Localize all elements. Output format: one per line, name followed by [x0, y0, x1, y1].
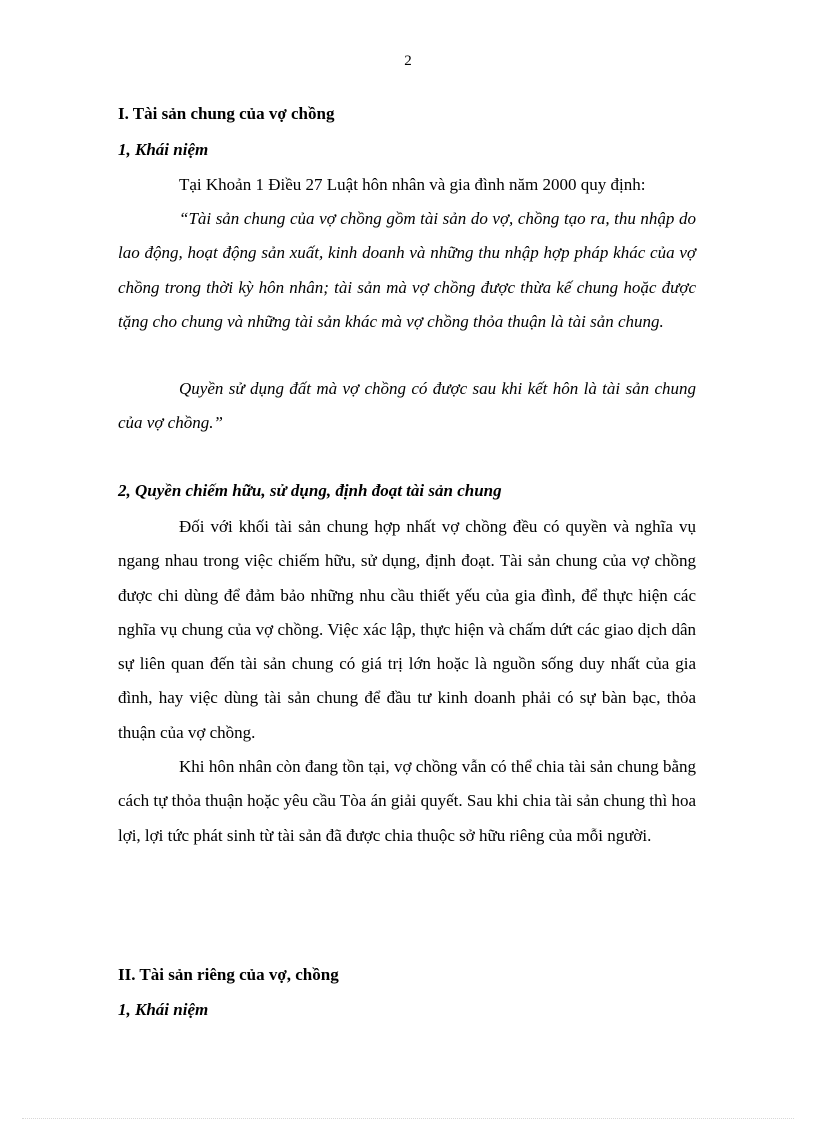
section-1-subheading-2: 2, Quyền chiếm hữu, sử dụng, định đoạt tài sản chung [118, 481, 502, 500]
paragraph-quote-2: Quyền sử dụng đất mà vợ chồng có được sau khi kết hôn là tài sản chung của vợ chồng.” [118, 379, 696, 433]
paragraph-intro: Tại Khoản 1 Điều 27 Luật hôn nhân và gia đình năm 2000 quy định: [179, 175, 646, 194]
section-2-heading: II. Tài sản riêng của vợ, chồng [118, 965, 339, 984]
page-number: 2 [404, 53, 412, 69]
section-1-subheading-1: 1, Khái niệm [118, 140, 209, 159]
section-1-heading: I. Tài sản chung của vợ chồng [118, 104, 335, 123]
paragraph-quote-1: “Tài sản chung của vợ chồng gồm tài sản do vợ, chồng tạo ra, thu nhập do lao động, hoạt động sản xuất, kinh doanh và những thu nhập hợp pháp khác của vợ chồng trong thời kỳ hôn nhân; tài sản mà vợ chồng được thừa kế chung hoặc được tặng cho chung và những tài sản khác mà vợ chồng thỏa thuận là tài sản chung. [118, 209, 696, 331]
paragraph-rights: Đối với khối tài sản chung hợp nhất vợ chồng đều có quyền và nghĩa vụ ngang nhau trong việc chiếm hữu, sử dụng, định đoạt. Tài sản chung của vợ chồng được chi dùng để đảm bảo những nhu cầu thiết yếu của gia đình, để thực hiện các nghĩa vụ chung của vợ chồng. Việc xác lập, thực hiện và chấm dứt các giao dịch dân sự liên quan đến tài sản chung có giá trị lớn hoặc là nguồn sống duy nhất của gia đình, hay việc dùng tài sản chung để đầu tư kinh doanh phải có sự bàn bạc, thỏa thuận của vợ chồng. [118, 517, 696, 742]
section-2-subheading-1: 1, Khái niệm [118, 1000, 209, 1019]
paragraph-division: Khi hôn nhân còn đang tồn tại, vợ chồng vẫn có thể chia tài sản chung bằng cách tự thỏa thuận hoặc yêu cầu Tòa án giải quyết. Sau khi chia tài sản chung thì hoa lợi, lợi tức phát sinh từ tài sản đã được chia thuộc sở hữu riêng của mỗi người. [118, 757, 696, 845]
page-bottom-divider [22, 1118, 794, 1119]
